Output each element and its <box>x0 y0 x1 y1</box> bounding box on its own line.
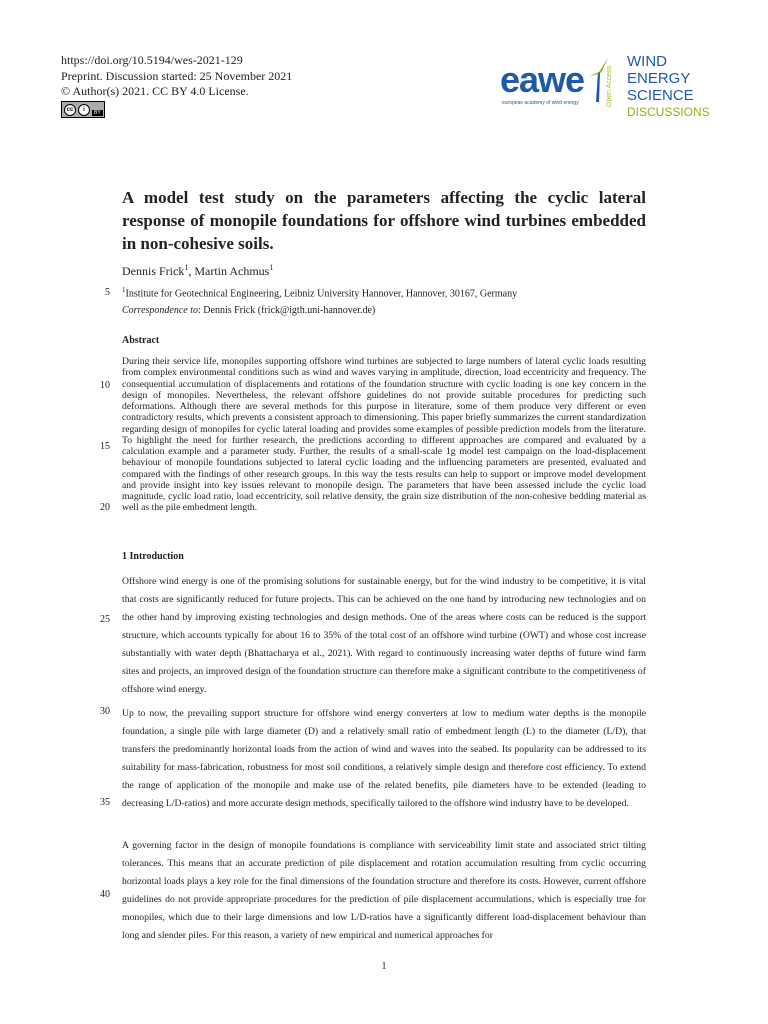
attribution-icon: i <box>78 104 90 116</box>
affiliation-sup: 1 <box>122 286 126 294</box>
open-access-text: Open Access <box>606 65 614 108</box>
article-title: A model test study on the parameters affecting the cyclic lateral response of monopile foundations for offshore wind turbines embedded in non-cohesive soils. <box>122 188 646 253</box>
cc-icon: cc <box>64 104 76 116</box>
paragraph: Up to now, the prevailing support structure for offshore wind energy converters at low to medium water depths is the monopile foundation, a single pile with large diameter (D) and a relatively small ratio of embedment length (L) to the diameter (L/D), that transfers the predominantly horizontal loads from the action of wind and waves into the seabed. Its popularity can be addressed to its suitability for mass-fabrication, robustness for most soil conditions, a relatively simple design and therefore cost efficiency. To extend the range of application of the monopile and make use of the related benefits, pile diameters have to be extended (leading to decreasing L/D-ratios) and more accurate design methods, specifically tailored to the offshore wind industry have to be developed. <box>122 708 646 809</box>
line-number: 35 <box>100 797 110 808</box>
abstract-heading: Abstract <box>122 335 160 346</box>
page-number: 1 <box>381 961 387 972</box>
line-number: 30 <box>100 706 110 717</box>
doi-link[interactable]: https://doi.org/10.5194/wes-2021-129 <box>61 53 243 67</box>
line-number: 10 <box>100 380 110 391</box>
eawe-tagline: european academy of wind energy <box>502 100 579 106</box>
line-number: 15 <box>100 441 110 452</box>
author-sup: 1 <box>269 263 274 272</box>
open-access-label <box>606 58 623 118</box>
by-label: BY <box>94 110 101 116</box>
paragraph: A governing factor in the design of monopile foundations is compliance with serviceability limit state and associated strict tilting tolerances. This means that an accurate prediction of pile displacement and rotation accumulation resulting from cyclic occurring horizontal loads plays a key role for the final dimensions of the foundation structure and therefore its costs. However, current offshore guidelines do not provide appropriate procedures for the prediction of pile displacement accumulations, which is especially true for monopiles, which due to their large dimensions and low L/D-ratios have a significantly different load-displacement behaviour than long and slender piles. For this reason, a variety of new empirical and numerical approaches for <box>122 840 646 941</box>
line-number: 25 <box>100 614 110 625</box>
author-name: Martin Achmus <box>194 264 270 278</box>
preprint-metadata <box>61 53 292 100</box>
eawe-logo <box>500 58 608 114</box>
correspondence-contact: : Dennis Frick (frick@igth.uni-hannover.de) <box>198 305 376 316</box>
correspondence <box>122 305 375 316</box>
line-number: 5 <box>105 287 110 298</box>
line-number: 40 <box>100 889 110 900</box>
journal-line-1: WIND <box>627 53 667 70</box>
paragraph: Offshore wind energy is one of the promising solutions for sustainable energy, but for the wind industry to be competitive, it is vital that costs are significantly reduced for future projects. This can be achieved on the one hand by introducing new technologies and on the other hand by improving existing technologies and design methods. One of the areas where costs can be reduced is the support structure, which accounts typically for about 16 to 35% of the total cost of an offshore wind turbine (OWT) and whose cost increase substantially with water depth (Bhattacharya et al., 2021). With regard to continuously increasing water depths of future wind farm sites and projects, an improved design of the foundation structure can therefore make a significant contribute to the competitiveness of offshore wind energy. <box>122 576 646 695</box>
preprint-date: Preprint. Discussion started: 25 November 2021 <box>61 68 293 83</box>
abstract-body: During their service life, monopiles supporting offshore wind turbines are subjected to large numbers of lateral cyclic loads resulting from complex environmental conditions such as wind and waves varying in amplitude, direction, load eccentricity and frequency. The consequential accumulation of displacements and rotations of the foundation structure with cyclic loading is one key concern in the design of monopiles. Nevertheless, the relevant offshore guidelines do not provide suitable procedures for predicting such deformations. Although there are several methods for this purpose in literature, some of them produce very different or even contradictory results, which prevents a consistent approach to dimensioning. This paper briefly summarizes the current standardization regarding design of monopiles for cyclic lateral loading and provides some examples of possible prediction models from the literature. To highlight the need for further research, the predictions according to different approaches are compared and evaluated by a calculation example and a parameter study. Further, the results of a small-scale 1g model test campaign on the load-displacement behaviour of monopile foundations subjected to lateral cyclic loading and the influencing parameters are presented, evaluated and compared with the findings of other research groups. In this way the tests results can help to support or improve model development and provide insight into key issues relevant to monopile design. The parameters that have been assessed include the cyclic load magnitude, cyclic load ratio, load eccentricity, soil relative density, the grain size distribution of the non-cohesive bedding material as well as the pile embedment length. <box>122 356 646 514</box>
journal-line-2: ENERGY <box>627 70 691 87</box>
author-sup: 1 <box>184 263 189 272</box>
journal-discussions: DISCUSSIONS <box>627 105 710 119</box>
line-number: 20 <box>100 502 110 513</box>
journal-line-3: SCIENCE <box>627 87 694 104</box>
cc-by-license-badge[interactable] <box>61 101 105 118</box>
eawe-wordmark: eawe <box>500 59 585 100</box>
affiliation-text: Institute for Geotechnical Engineering, Leibniz University Hannover, Hannover, 30167, Germany <box>125 288 518 300</box>
copyright-line: © Author(s) 2021. CC BY 4.0 License. <box>61 84 249 98</box>
author-name: Dennis Frick <box>122 264 185 278</box>
section-heading: 1 Introduction <box>122 551 184 562</box>
journal-name <box>627 53 710 121</box>
affiliation <box>122 286 517 299</box>
correspondence-label: Correspondence to <box>122 305 199 316</box>
author-list: Dennis Frick$^1$, Martin Achmus$^1$ <box>122 263 274 278</box>
